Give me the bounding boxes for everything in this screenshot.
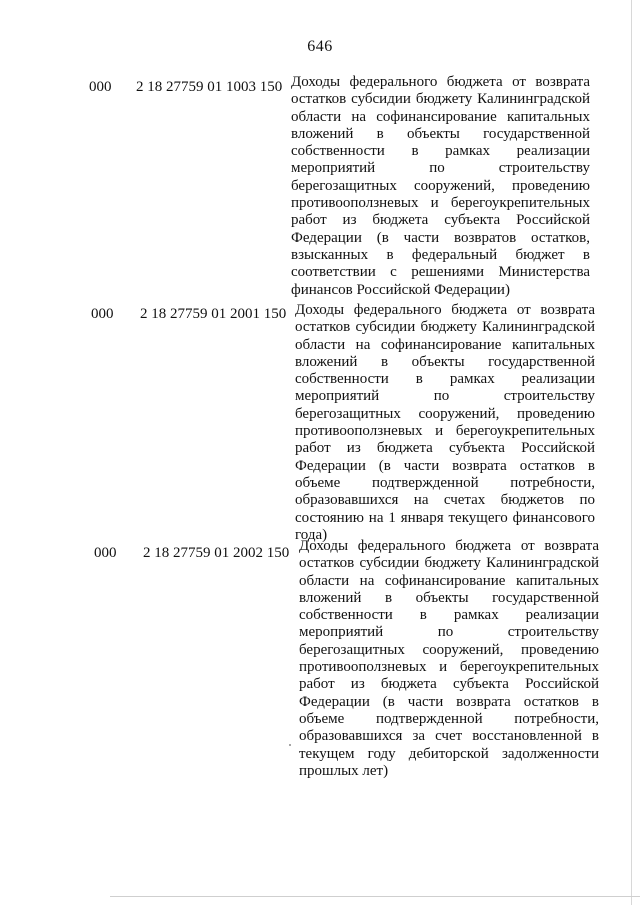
budget-classification-code: 2 18 27759 01 2001 150 — [140, 306, 287, 322]
entry-description: Доходы федерального бюджета от возврата остатков субсидии бюджету Калининградской области на софинансирование капитальных вложений в объекты государственной собственности в рамках реализации мероприятий по строительству берегозащитных сооружений, проведению противооползневых и берегоукрепительных работ из бюджета субъекта Российской Федерации (в части возврата остатков в объеме подтвержденной потребности, образовавшихся за счет восстановленной в текущем году дебиторской задолженности прошлых лет) — [299, 538, 599, 779]
scan-speck — [289, 744, 291, 746]
scan-edge-right — [631, 0, 632, 905]
page-number: 646 — [307, 38, 333, 55]
entry-description: Доходы федерального бюджета от возврата остатков субсидии бюджету Калининградской области на софинансирование капитальных вложений в объекты государственной собственности в рамках реализации мероприятий по строительству берегозащитных сооружений, проведению противооползневых и берегоукрепительных работ из бюджета субъекта Российской Федерации (в части возвратов остатков, взысканных в федеральный бюджет в соответствии с решениями Министерства финансов Российской Федерации) — [291, 74, 590, 298]
administrator-code: 000 — [89, 79, 112, 95]
scan-edge-bottom — [110, 896, 640, 897]
budget-classification-code: 2 18 27759 01 1003 150 — [136, 79, 283, 95]
administrator-code: 000 — [91, 306, 114, 322]
administrator-code: 000 — [94, 545, 117, 561]
budget-classification-code: 2 18 27759 01 2002 150 — [143, 545, 290, 561]
entry-description: Доходы федерального бюджета от возврата остатков субсидии бюджету Калининградской области на софинансирование капитальных вложений в объекты государственной собственности в рамках реализации мероприятий по строительству берегозащитных сооружений, проведению противооползневых и берегоукрепительных работ из бюджета субъекта Российской Федерации (в части возврата остатков в объеме подтвержденной потребности, образовавшихся на счетах бюджетов по состоянию на 1 января текущего финансового года) — [295, 302, 595, 543]
